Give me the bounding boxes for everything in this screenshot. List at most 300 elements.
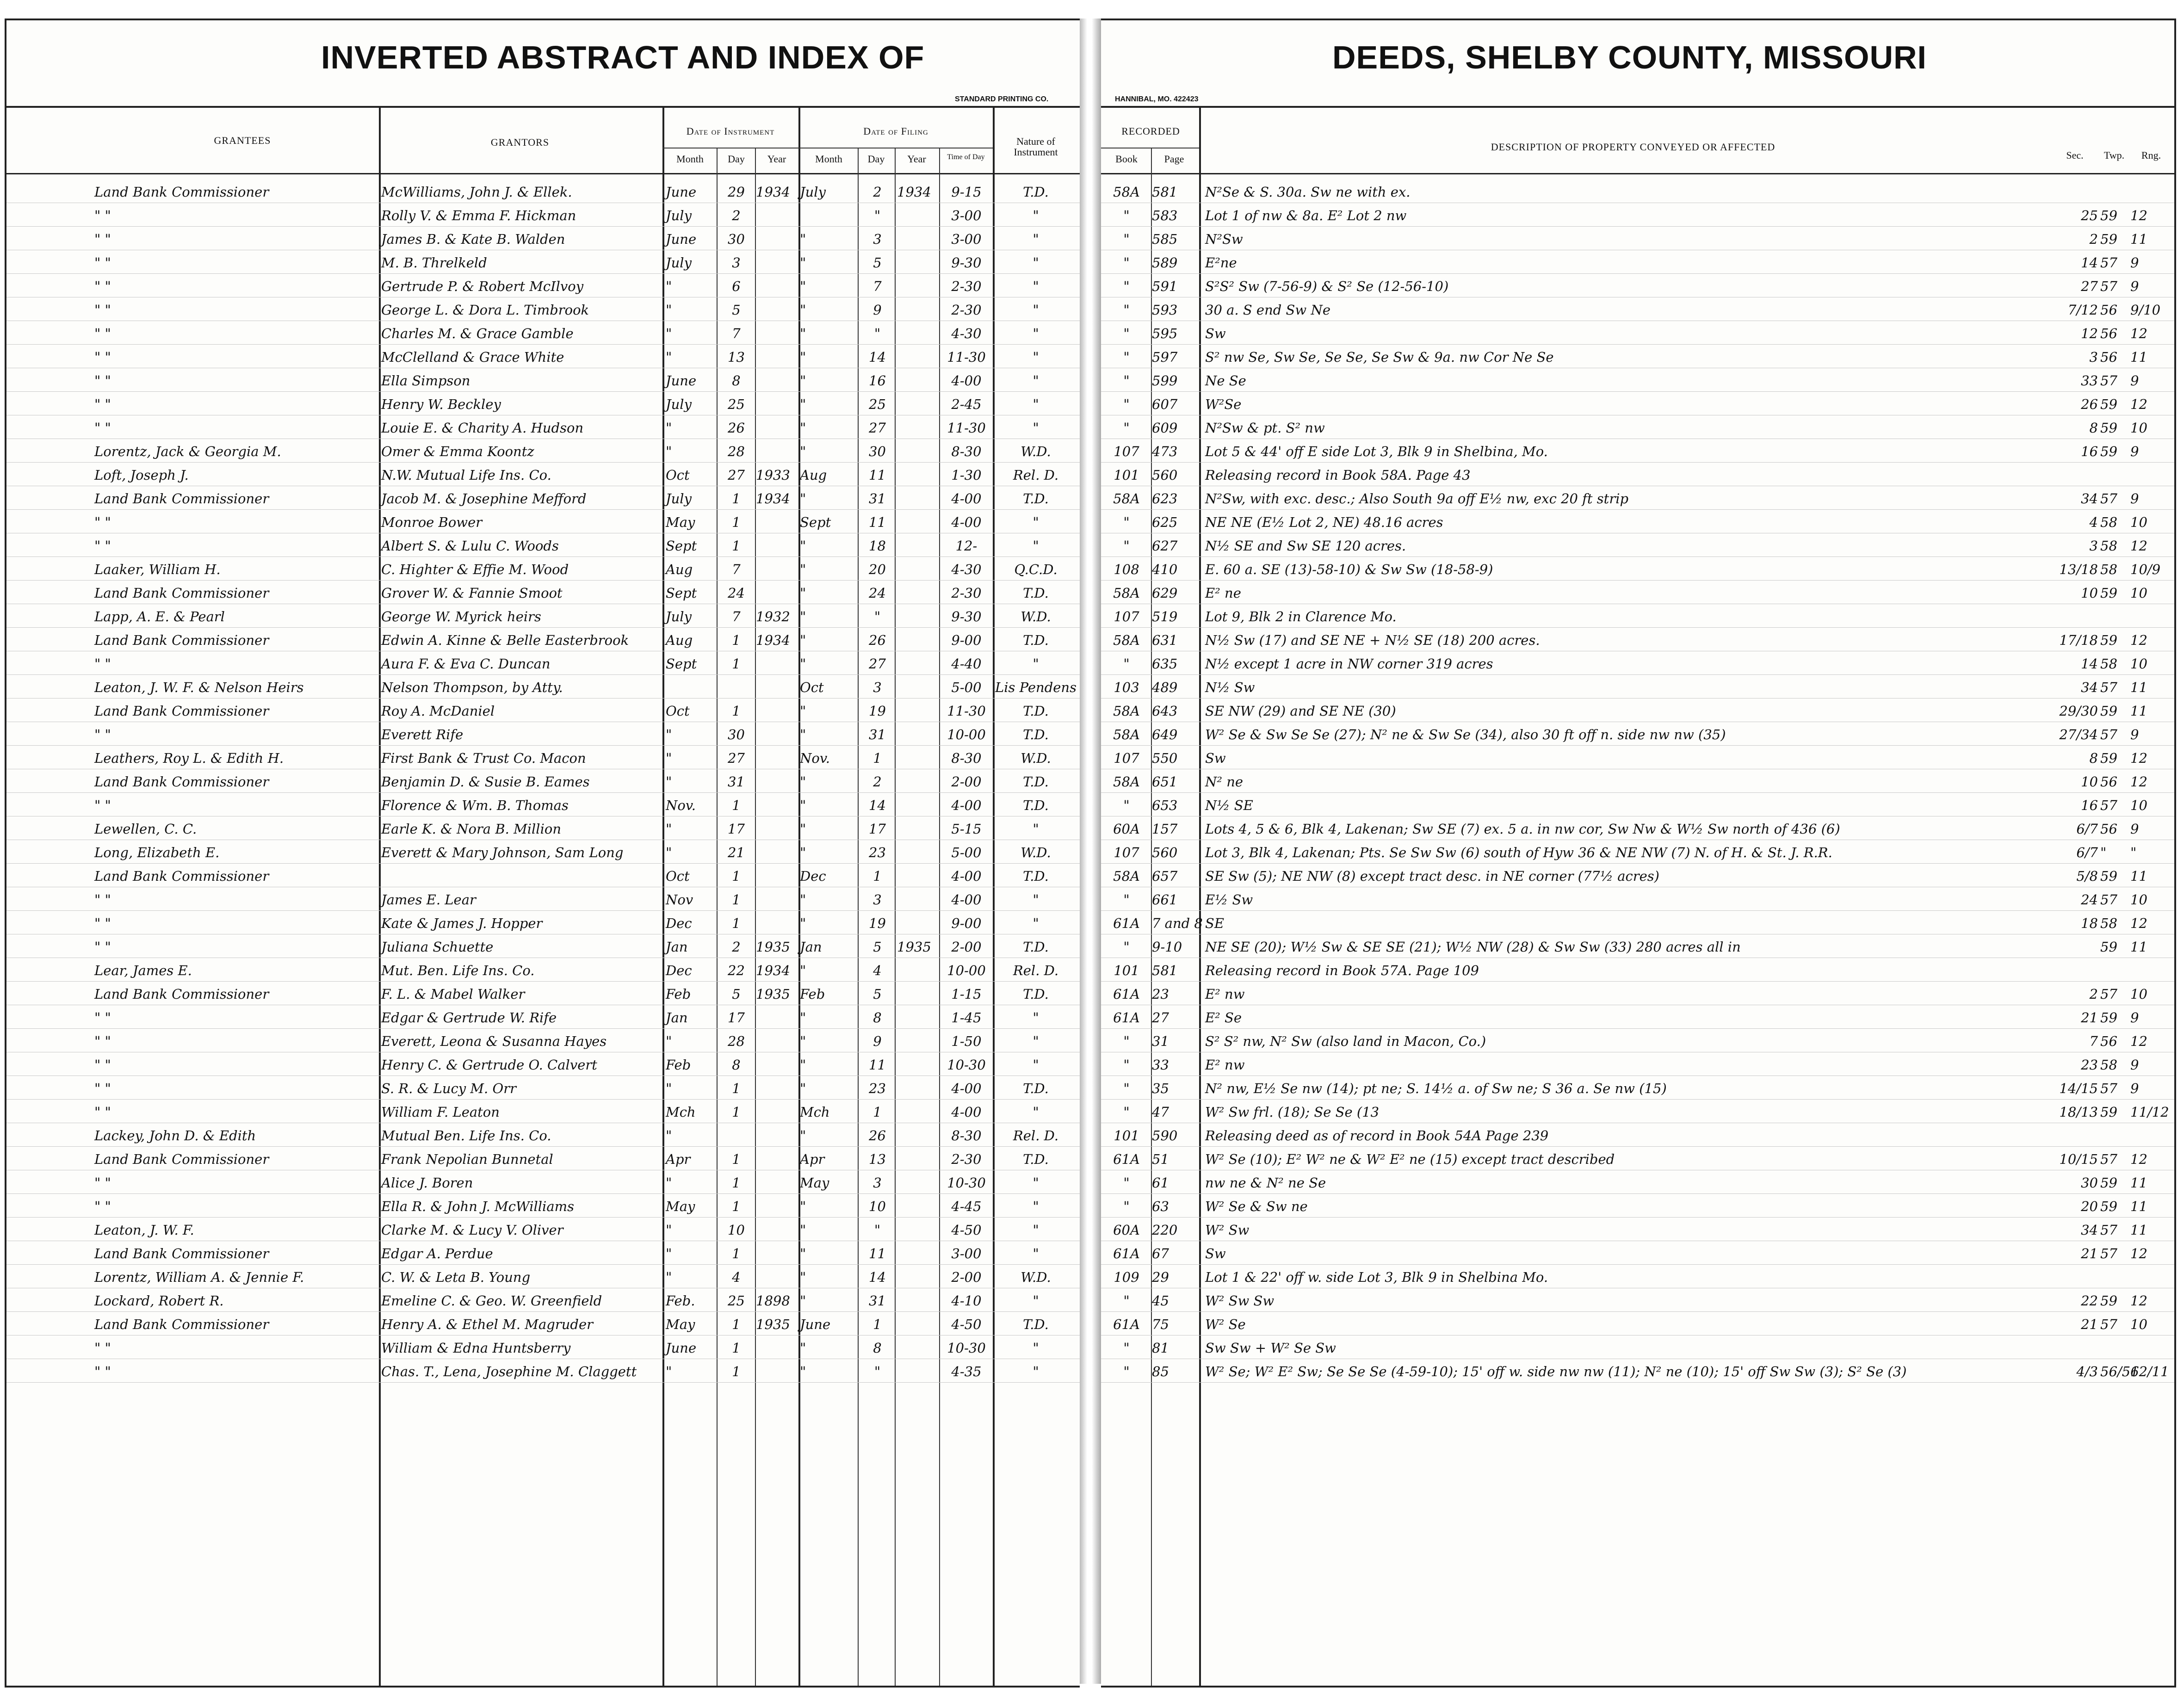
filing-day-cell: 2 xyxy=(873,774,882,790)
page-cell: 625 xyxy=(1152,514,1178,530)
right-row xyxy=(1101,345,2174,369)
right-row xyxy=(1101,1029,2174,1053)
description-cell: Lot 1 & 22' off w. side Lot 3, Blk 9 in Shelbina Mo. xyxy=(1205,1269,1548,1285)
nature-cell: W.D. xyxy=(1021,845,1051,860)
rng-cell: 12 xyxy=(2130,1151,2147,1167)
instrument-day-cell: 31 xyxy=(728,774,745,790)
twp-cell: 57 xyxy=(2100,1317,2117,1332)
page-cell: 627 xyxy=(1152,538,1178,554)
grantor-cell: Earle K. & Nora B. Million xyxy=(381,821,561,837)
filing-year-header: Year xyxy=(907,153,926,165)
month-header: Month xyxy=(676,153,704,165)
right-row xyxy=(1101,439,2174,463)
nature-cell: W.D. xyxy=(1021,609,1051,624)
twp-cell: 59 xyxy=(2100,750,2117,766)
filing-day-cell: 18 xyxy=(869,538,886,554)
grantor-cell: Everett, Leona & Susanna Hayes xyxy=(381,1033,607,1049)
twp-cell: 59 xyxy=(2100,703,2117,719)
rng-cell: 11 xyxy=(2130,349,2147,365)
grantee-cell: " " xyxy=(94,255,111,271)
left-row xyxy=(6,369,1080,392)
filing-month-cell: Feb xyxy=(800,986,825,1002)
book-cell: 107 xyxy=(1114,609,1139,624)
rng-cell: 10 xyxy=(2130,585,2147,601)
left-row xyxy=(6,699,1080,723)
page-cell: 9-10 xyxy=(1152,939,1182,955)
filing-time-cell: 4-30 xyxy=(951,562,982,577)
filing-month-cell: " xyxy=(800,562,806,577)
filing-month-cell: " xyxy=(800,373,806,389)
book-cell: " xyxy=(1123,1081,1130,1096)
page-cell: 489 xyxy=(1152,680,1178,695)
grantee-cell: Lackey, John D. & Edith xyxy=(94,1128,256,1144)
filing-time-cell: 12- xyxy=(955,538,978,554)
book-cell: 107 xyxy=(1114,444,1139,459)
instrument-day-cell: 7 xyxy=(732,609,741,624)
page-cell: 29 xyxy=(1152,1269,1169,1285)
filing-time-cell: 10-00 xyxy=(947,727,986,742)
left-row xyxy=(6,1053,1080,1076)
filing-time-cell: 10-30 xyxy=(947,1175,986,1191)
left-row xyxy=(6,1194,1080,1218)
header-top-rule xyxy=(1101,106,2174,108)
filing-day-cell: " xyxy=(874,1222,881,1238)
grantor-cell: George L. & Dora L. Timbrook xyxy=(381,302,589,318)
filing-day-cell: 9 xyxy=(873,302,882,318)
left-row xyxy=(6,321,1080,345)
book-cell: " xyxy=(1123,538,1130,554)
left-row xyxy=(6,841,1080,864)
grantee-cell: " " xyxy=(94,915,111,931)
grantee-cell: Leaton, J. W. F. & Nelson Heirs xyxy=(94,680,304,695)
instrument-month-cell: " xyxy=(666,444,672,459)
twp-cell: 59 xyxy=(2100,1104,2117,1120)
instrument-day-cell: 5 xyxy=(732,986,741,1002)
rng-cell: 10 xyxy=(2130,986,2147,1002)
grantee-cell: " " xyxy=(94,892,111,908)
recorded-header: RECORDED xyxy=(1121,125,1180,137)
filing-year-cell: 1935 xyxy=(897,939,931,955)
filing-time-cell: 4-00 xyxy=(951,797,982,813)
filing-month-cell: Nov. xyxy=(800,750,830,766)
rng-cell: 10/9 xyxy=(2130,562,2161,577)
sec-cell: 2 xyxy=(2089,986,2098,1002)
left-row xyxy=(6,888,1080,911)
book-cell: 101 xyxy=(1114,1128,1139,1144)
filing-time-cell: 11-30 xyxy=(947,420,986,436)
filing-time-cell: 9-00 xyxy=(951,632,982,648)
nature-cell: T.D. xyxy=(1023,703,1049,719)
instrument-month-cell: Aug xyxy=(666,562,693,577)
right-row xyxy=(1101,723,2174,746)
right-row xyxy=(1101,1289,2174,1312)
instrument-year-cell: 1934 xyxy=(756,491,790,507)
left-row xyxy=(6,1312,1080,1336)
filing-year-cell: 1934 xyxy=(897,184,931,200)
nature-cell: " xyxy=(1033,1222,1039,1238)
description-cell: Sw Sw + W² Se Sw xyxy=(1205,1340,1336,1356)
rng-cell: 9 xyxy=(2130,278,2139,294)
filing-month-cell: " xyxy=(800,396,806,412)
book-cell: 58A xyxy=(1113,774,1140,790)
date-filing-header: Date of Filing xyxy=(863,125,928,137)
book-header: Book xyxy=(1115,153,1138,165)
book-cell: " xyxy=(1123,797,1130,813)
sec-cell: 5/8 xyxy=(2076,868,2098,884)
instrument-month-cell: " xyxy=(666,845,672,860)
grantee-cell: Land Bank Commissioner xyxy=(94,1317,269,1332)
grantor-cell: Albert S. & Lulu C. Woods xyxy=(381,538,559,554)
rng-cell: 9 xyxy=(2130,1010,2139,1026)
grantee-cell: Land Bank Commissioner xyxy=(94,585,269,601)
filing-day-cell: 10 xyxy=(869,1199,886,1214)
filing-time-cell: 4-00 xyxy=(951,868,982,884)
nature-cell: " xyxy=(1033,1364,1039,1379)
printer-imprint: STANDARD PRINTING CO. xyxy=(955,95,1049,103)
instrument-month-cell: Dec xyxy=(666,915,692,931)
grantee-cell: " " xyxy=(94,1033,111,1049)
nature-cell: T.D. xyxy=(1023,1317,1049,1332)
instrument-year-cell: 1934 xyxy=(756,184,790,200)
grantee-cell: " " xyxy=(94,1081,111,1096)
grantee-cell: " " xyxy=(94,302,111,318)
left-row xyxy=(6,675,1080,699)
page-cell: 61 xyxy=(1152,1175,1169,1191)
grantor-cell: Roy A. McDaniel xyxy=(381,703,495,719)
grantor-cell: Everett & Mary Johnson, Sam Long xyxy=(381,845,624,860)
right-row xyxy=(1101,888,2174,911)
grantee-cell: " " xyxy=(94,231,111,247)
left-row xyxy=(6,628,1080,652)
twp-header: Twp. xyxy=(2104,149,2125,161)
rng-cell: 11 xyxy=(2130,868,2147,884)
description-cell: W²Se xyxy=(1205,396,1242,412)
grantee-cell: " " xyxy=(94,208,111,223)
filing-time-cell: 4-00 xyxy=(951,373,982,389)
sec-cell: 29/30 xyxy=(2059,703,2098,719)
sec-cell: 4/3 xyxy=(2076,1364,2098,1379)
sec-header: Sec. xyxy=(2066,149,2084,161)
left-row xyxy=(6,392,1080,416)
twp-cell: 59 xyxy=(2100,208,2117,223)
left-row xyxy=(6,911,1080,935)
right-row xyxy=(1101,1360,2174,1383)
book-cell: 61A xyxy=(1113,1010,1140,1026)
sec-cell: 10 xyxy=(2081,585,2098,601)
instrument-month-cell: Oct xyxy=(666,868,690,884)
header-bottom-rule xyxy=(6,173,1080,174)
twp-cell: 59 xyxy=(2100,1199,2117,1214)
description-cell: E² nw xyxy=(1205,986,1245,1002)
filing-day-cell: 19 xyxy=(869,703,886,719)
book-cell: " xyxy=(1123,420,1130,436)
right-row xyxy=(1101,982,2174,1006)
book-cell: 58A xyxy=(1113,585,1140,601)
description-cell: N½ except 1 acre in NW corner 319 acres xyxy=(1205,656,1493,672)
instrument-day-cell: 28 xyxy=(728,444,745,459)
filing-day-cell: 26 xyxy=(869,1128,886,1144)
right-row xyxy=(1101,1100,2174,1124)
description-cell: Lot 1 of nw & 8a. E² Lot 2 nw xyxy=(1205,208,1407,223)
time-of-day-header: Time of Day xyxy=(947,153,985,161)
filing-time-cell: 10-30 xyxy=(947,1340,986,1356)
filing-month-cell: " xyxy=(800,963,806,978)
nature-cell: T.D. xyxy=(1023,727,1049,742)
rng-cell: 10 xyxy=(2130,892,2147,908)
grantee-cell: Lorentz, William A. & Jennie F. xyxy=(94,1269,304,1285)
sec-cell: 21 xyxy=(2081,1246,2098,1261)
nature-cell: " xyxy=(1033,278,1039,294)
grantor-cell: Nelson Thompson, by Atty. xyxy=(381,680,563,695)
rng-cell: 9 xyxy=(2130,373,2139,389)
right-row xyxy=(1101,605,2174,628)
filing-day-cell: 14 xyxy=(869,349,886,365)
filing-day-cell: 8 xyxy=(873,1010,882,1026)
page-cell: 157 xyxy=(1152,821,1178,837)
filing-month-cell: " xyxy=(800,1364,806,1379)
filing-time-cell: 2-00 xyxy=(951,1269,982,1285)
page-cell: 85 xyxy=(1152,1364,1169,1379)
nature-cell: Lis Pendens xyxy=(995,680,1077,695)
filing-time-cell: 4-00 xyxy=(951,491,982,507)
book-cell: 58A xyxy=(1113,632,1140,648)
filing-time-cell: 11-30 xyxy=(947,703,986,719)
nature-cell: Rel. D. xyxy=(1013,963,1059,978)
twp-cell: 57 xyxy=(2100,1222,2117,1238)
page-cell: 597 xyxy=(1152,349,1178,365)
description-cell: E. 60 a. SE (13)-58-10) & Sw Sw (18-58-9) xyxy=(1205,562,1493,577)
sec-cell: 24 xyxy=(2081,892,2098,908)
right-row xyxy=(1101,841,2174,864)
book-cell: 60A xyxy=(1113,821,1140,837)
left-row xyxy=(6,958,1080,982)
right-row xyxy=(1101,534,2174,557)
filing-month-cell: " xyxy=(800,1293,806,1309)
instrument-day-cell: 1 xyxy=(732,1104,741,1120)
instrument-day-cell: 4 xyxy=(732,1269,741,1285)
rng-cell: 9 xyxy=(2130,491,2139,507)
page-cell: 51 xyxy=(1152,1151,1169,1167)
filing-day-cell: 1 xyxy=(873,750,882,766)
grantor-cell: Emeline C. & Geo. W. Greenfield xyxy=(381,1293,602,1309)
nature-cell: W.D. xyxy=(1021,1269,1051,1285)
grantor-cell: Kate & James J. Hopper xyxy=(381,915,543,931)
nature-cell: " xyxy=(1033,255,1039,271)
instrument-year-cell: 1935 xyxy=(756,1317,790,1332)
sec-cell: 12 xyxy=(2081,326,2098,341)
description-cell: S² S² nw, N² Sw (also land in Macon, Co.) xyxy=(1205,1033,1486,1049)
nature-cell: " xyxy=(1033,821,1039,837)
book-cell: " xyxy=(1123,208,1130,223)
right-row xyxy=(1101,369,2174,392)
right-row xyxy=(1101,463,2174,487)
twp-cell: 59 xyxy=(2100,444,2117,459)
page-cell: 7 and 8 xyxy=(1152,915,1203,931)
instrument-month-cell: July xyxy=(666,609,692,624)
rng-cell: 11 xyxy=(2130,231,2147,247)
nature-cell: " xyxy=(1033,915,1039,931)
book-cell: " xyxy=(1123,1293,1130,1309)
sec-cell: 27 xyxy=(2081,278,2098,294)
book-cell: " xyxy=(1123,1057,1130,1073)
left-row xyxy=(6,1076,1080,1100)
twp-cell: " xyxy=(2100,845,2107,860)
rng-header: Rng. xyxy=(2141,149,2161,161)
right-page-title: DEEDS, SHELBY COUNTY, MISSOURI xyxy=(1332,39,1927,75)
page-cell: 560 xyxy=(1152,845,1178,860)
filing-day-cell: 17 xyxy=(869,821,886,837)
filing-time-cell: 4-45 xyxy=(951,1199,982,1214)
filing-time-cell: 2-30 xyxy=(951,302,982,318)
grantors-header: GRANTORS xyxy=(490,136,550,148)
left-row xyxy=(6,439,1080,463)
nature-cell: " xyxy=(1033,1010,1039,1026)
right-row xyxy=(1101,251,2174,274)
book-cell: " xyxy=(1123,656,1130,672)
rng-cell: 12 xyxy=(2130,632,2147,648)
grantee-cell: Lear, James E. xyxy=(94,963,192,978)
left-row xyxy=(6,298,1080,321)
grantee-cell: Leaton, J. W. F. xyxy=(94,1222,194,1238)
nature-cell: T.D. xyxy=(1023,939,1049,955)
grantor-cell: Ella Simpson xyxy=(381,373,470,389)
filing-day-cell: 23 xyxy=(869,845,886,860)
filing-time-cell: 4-35 xyxy=(951,1364,982,1379)
instrument-month-cell: July xyxy=(666,491,692,507)
page-cell: 550 xyxy=(1152,750,1178,766)
nature-cell: Rel. D. xyxy=(1013,1128,1059,1144)
grantee-cell: Laaker, William H. xyxy=(94,562,221,577)
instrument-day-cell: 1 xyxy=(732,1081,741,1096)
twp-cell: 59 xyxy=(2100,396,2117,412)
filing-month-cell: " xyxy=(800,1128,806,1144)
book-cell: 107 xyxy=(1114,750,1139,766)
filing-time-cell: 4-50 xyxy=(951,1317,982,1332)
description-cell: W² Se (10); E² W² ne & W² E² ne (15) except tract described xyxy=(1205,1151,1615,1167)
filing-month-cell: " xyxy=(800,349,806,365)
filing-time-cell: 3-00 xyxy=(951,1246,982,1261)
grantee-cell: " " xyxy=(94,797,111,813)
book-cell: " xyxy=(1123,349,1130,365)
book-cell: 101 xyxy=(1114,467,1139,483)
left-row xyxy=(6,1265,1080,1289)
filing-day-cell: 31 xyxy=(869,727,886,742)
left-row xyxy=(6,180,1080,204)
right-row xyxy=(1101,321,2174,345)
nature-cell: Rel. D. xyxy=(1013,467,1059,483)
instrument-day-cell: 30 xyxy=(728,727,745,742)
instrument-month-cell: July xyxy=(666,208,692,223)
grantor-cell: Louie E. & Charity A. Hudson xyxy=(381,420,584,436)
grantee-cell: Leathers, Roy L. & Edith H. xyxy=(94,750,284,766)
filing-time-cell: 3-00 xyxy=(951,208,982,223)
rng-cell: 11 xyxy=(2130,1175,2147,1191)
book-cell: 58A xyxy=(1113,491,1140,507)
instrument-month-cell: " xyxy=(666,774,672,790)
instrument-month-cell: June xyxy=(666,231,697,247)
right-row xyxy=(1101,958,2174,982)
rng-cell: 10 xyxy=(2130,420,2147,436)
filing-time-cell: 2-00 xyxy=(951,774,982,790)
left-row xyxy=(6,1218,1080,1242)
filing-month-cell: " xyxy=(800,420,806,436)
filing-month-cell: Aug xyxy=(800,467,827,483)
grantee-cell: Land Bank Commissioner xyxy=(94,986,269,1002)
filing-month-cell: Sept xyxy=(800,514,831,530)
page-cell: 519 xyxy=(1152,609,1178,624)
filing-day-cell: 9 xyxy=(873,1033,882,1049)
grantee-cell: " " xyxy=(94,1364,111,1379)
filing-day-cell: 31 xyxy=(869,491,886,507)
instrument-month-cell: May xyxy=(666,514,695,530)
right-ledger-page xyxy=(1101,19,2176,1688)
grantee-cell: " " xyxy=(94,1340,111,1356)
description-cell: 30 a. S end Sw Ne xyxy=(1205,302,1330,318)
filing-time-cell: 10-00 xyxy=(947,963,986,978)
book-cell: 108 xyxy=(1114,562,1139,577)
book-cell: " xyxy=(1123,278,1130,294)
sec-cell: 7 xyxy=(2089,1033,2098,1049)
left-row xyxy=(6,723,1080,746)
instrument-month-cell: " xyxy=(666,1175,672,1191)
page-cell: 590 xyxy=(1152,1128,1178,1144)
description-cell: E² ne xyxy=(1205,585,1241,601)
description-cell: W² Sw frl. (18); Se Se (13 xyxy=(1205,1104,1380,1120)
filing-month-cell: " xyxy=(800,727,806,742)
book-cell: 58A xyxy=(1113,703,1140,719)
right-row xyxy=(1101,911,2174,935)
instrument-day-cell: 27 xyxy=(728,750,745,766)
description-cell: Lot 5 & 44' off E side Lot 3, Blk 9 in Shelbina, Mo. xyxy=(1205,444,1548,459)
description-cell: E² nw xyxy=(1205,1057,1245,1073)
filing-month-cell: Mch xyxy=(800,1104,830,1120)
grantor-cell: Omer & Emma Koontz xyxy=(381,444,534,459)
filing-day-cell: 5 xyxy=(873,986,882,1002)
filing-time-cell: 5-00 xyxy=(951,680,982,695)
grantor-cell: Henry C. & Gertrude O. Calvert xyxy=(381,1057,597,1073)
filing-month-cell: " xyxy=(800,797,806,813)
left-row xyxy=(6,1171,1080,1194)
right-row xyxy=(1101,1147,2174,1171)
left-row xyxy=(6,463,1080,487)
twp-cell: 56 xyxy=(2100,1033,2117,1049)
sec-cell: 3 xyxy=(2089,349,2098,365)
filing-time-cell: 8-30 xyxy=(951,444,982,459)
left-ledger-page xyxy=(5,19,1080,1688)
filing-month-cell: " xyxy=(800,845,806,860)
grantee-cell: " " xyxy=(94,326,111,341)
book-cell: 101 xyxy=(1114,963,1139,978)
instrument-month-cell: " xyxy=(666,1128,672,1144)
page-cell: 643 xyxy=(1152,703,1178,719)
grantor-cell: Mut. Ben. Life Ins. Co. xyxy=(381,963,535,978)
book-cell: 61A xyxy=(1113,1151,1140,1167)
instrument-year-cell: 1898 xyxy=(756,1293,790,1309)
instrument-day-cell: 10 xyxy=(728,1222,745,1238)
rng-cell: 11 xyxy=(2130,939,2147,955)
page-cell: 473 xyxy=(1152,444,1178,459)
filing-time-cell: 8-30 xyxy=(951,750,982,766)
grantee-cell: Loft, Joseph J. xyxy=(94,467,189,483)
rng-cell: 12 xyxy=(2130,396,2147,412)
instrument-month-cell: " xyxy=(666,1364,672,1379)
instrument-day-cell: 1 xyxy=(732,1364,741,1379)
instrument-month-cell: May xyxy=(666,1317,695,1332)
filing-month-cell: " xyxy=(800,1246,806,1261)
grantee-cell: Land Bank Commissioner xyxy=(94,774,269,790)
rng-cell: 9 xyxy=(2130,1081,2139,1096)
description-cell: N² nw, E½ Se nw (14); pt ne; S. 14½ a. of Sw ne; S 36 a. Se nw (15) xyxy=(1205,1081,1667,1096)
